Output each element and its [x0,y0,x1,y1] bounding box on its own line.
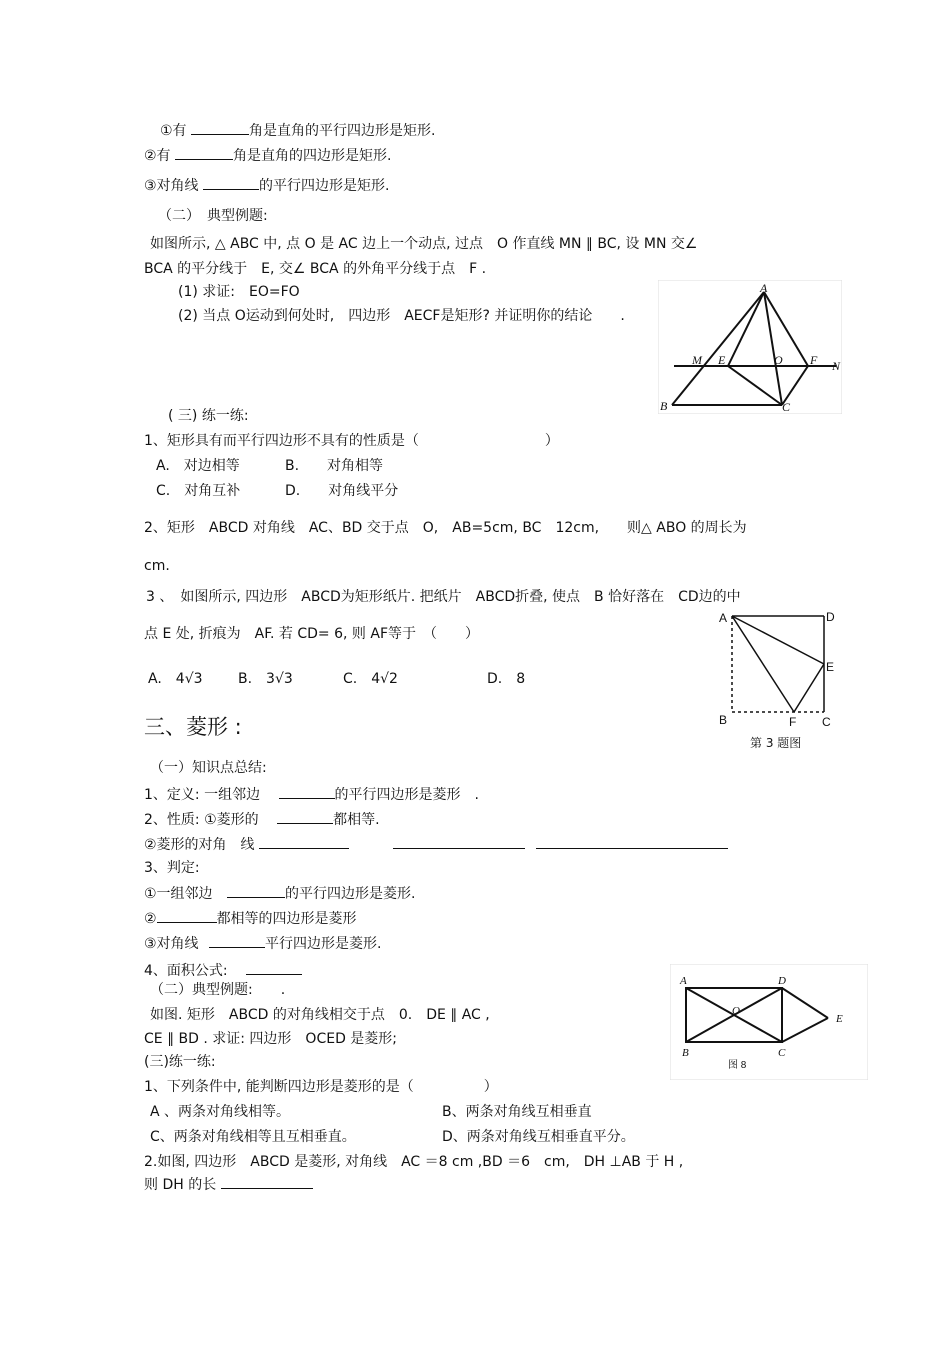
rect-practice-heading: ( 三) 练一练: [168,408,249,424]
label-E: E [718,353,726,367]
label-A: A [719,611,728,625]
rect-q1-option-b[interactable]: B. 对角相等 [285,458,384,474]
rect-practice-q3-line2: 点 E 处, 折痕为 AF. 若 CD= 6, 则 AF等于 （ ） [144,626,480,642]
rhombus-section-title: 三、菱形 : [144,715,242,739]
answer-blank[interactable] [157,908,217,923]
rhombus-q1-option-a[interactable]: A 、两条对角线相等。 [150,1104,291,1120]
answer-blank[interactable] [393,834,525,849]
answer-blank[interactable] [279,784,335,799]
triangle-figure-svg [658,280,842,414]
rhombus-property-1-tail: 都相等. [333,812,380,828]
rect-judge-2-text: ②有 [144,148,171,164]
rhombus-area-formula-text: 4、面积公式: [144,963,228,979]
rhombus-q1-option-d[interactable]: D、两条对角线互相垂直平分。 [442,1129,635,1145]
rect-q1-option-d[interactable]: D. 对角线平分 [285,483,399,499]
rect-practice-q1: 1、矩形具有而平行四边形不具有的性质是（ ） [144,433,559,449]
rhombus-judge-1-tail: 的平行四边形是菱形. [285,886,416,902]
label-M: M [692,353,702,367]
rhombus-q1-option-c[interactable]: C、两条对角线相等且互相垂直。 [150,1129,356,1145]
rhombus-judgement-heading: 3、判定: [144,860,200,876]
answer-blank[interactable] [277,809,333,824]
label-B: B [660,399,668,413]
rhombus-judge-3-tail: 平行四边形是菱形. [265,936,382,952]
rect-judge-3 [144,175,389,195]
rhombus-definition-tail: 的平行四边形是菱形 . [334,787,479,803]
rect-example-line-1: 如图所示, △ ABC 中, 点 O 是 AC 边上一个动点, 过点 O 作直线 MN ∥ BC, 设 MN 交∠ [150,236,698,252]
rect-judge-1-tail: 角是直角的平行四边形是矩形. [249,123,436,139]
rect-practice-q3: 3 、 如图所示, 四边形 ABCD为矩形纸片. 把纸片 ABCD折叠, 使点 B 恰好落在 CD边的中 [146,589,741,605]
rhombus-property-1-text: 2、性质: ①菱形的 [144,812,259,828]
rhombus-example-line-1: 如图. 矩形 ABCD 的对角线相交于点 0. DE ∥ AC , [150,1007,490,1023]
rhombus-practice-heading: (三)练一练: [144,1054,216,1070]
rhombus-figure-svg [670,964,868,1080]
rect-example-q1: (1) 求证: EO=FO [178,284,300,300]
answer-blank[interactable] [175,145,233,160]
rhombus-judge-3 [144,933,381,953]
rhombus-judge-3-text: ③对角线 [144,936,199,952]
label-D: D [826,610,835,624]
answer-blank[interactable] [246,960,302,975]
label-O: O [774,353,783,367]
rect-q3-option-d[interactable]: D. 8 [487,671,526,687]
fold-figure [716,608,844,728]
label-B: B [719,713,728,727]
rect-example-q2: (2) 当点 O运动到何处时, 四边形 AECF是矩形? 并证明你的结论 . [178,308,625,324]
label-C: C [822,715,831,728]
rhombus-judge-1-text: ①一组邻边 [144,886,213,902]
rhombus-judge-2-text: ② [144,911,157,927]
answer-blank[interactable] [209,933,265,948]
label-D: D [778,975,786,987]
label-O: O [732,1005,740,1017]
answer-blank[interactable] [227,883,285,898]
rect-judge-2 [144,145,391,165]
rhombus-figure [670,964,868,1080]
rect-q1-option-c[interactable]: C. 对角互补 [156,483,241,499]
rect-q3-option-c[interactable]: C. 4√2 [343,671,398,687]
label-C: C [778,1047,786,1059]
label-E: E [836,1013,843,1025]
rhombus-judge-2 [144,908,357,928]
rhombus-property-2 [144,834,728,854]
rhombus-judge-2-tail: 都相等的四边形是菱形 [216,911,357,927]
rect-judge-3-text: ③对角线 [144,178,199,194]
rhombus-practice-q2-line2 [144,1174,313,1194]
rect-judge-2-tail: 角是直角的四边形是矩形. [233,148,392,164]
label-F: F [810,353,818,367]
rhombus-practice-q1: 1、下列条件中, 能判断四边形是菱形的是（ ） [144,1079,498,1095]
rect-judge-1-text: ①有 [160,123,187,139]
label-N: N [832,359,841,373]
rect-judge-1 [160,120,435,140]
answer-blank[interactable] [259,834,349,849]
label-B: B [682,1047,689,1059]
rhombus-example-line-2: CE ∥ BD . 求证: 四边形 OCED 是菱形; [144,1031,398,1047]
rhombus-knowledge-heading: （一）知识点总结: [150,760,267,776]
rhombus-q1-option-b[interactable]: B、两条对角线互相垂直 [442,1104,592,1120]
rect-practice-q2-unit: cm. [144,558,170,574]
rhombus-area-formula [144,960,302,980]
fold-figure-caption: 第 3 题图 [750,736,802,750]
fold-figure-svg [716,608,844,728]
rhombus-definition [144,784,479,804]
label-F: F [789,715,797,728]
rhombus-definition-text: 1、定义: 一组邻边 [144,787,261,803]
rect-example-line-2: BCA 的平分线于 E, 交∠ BCA 的外角平分线于点 F . [144,261,487,277]
answer-blank[interactable] [191,120,249,135]
label-C: C [782,400,791,414]
rect-q3-option-b[interactable]: B. 3√3 [238,671,293,687]
label-E: E [826,660,835,674]
rhombus-practice-q2-line2-text: 则 DH 的长 [144,1177,217,1193]
rhombus-property-1 [144,809,380,829]
rect-example-heading: （二） 典型例题: [158,208,268,224]
rhombus-practice-q2: 2.如图, 四边形 ABCD 是菱形, 对角线 AC ＝8 cm ,BD ＝6 cm, DH ⊥AB 于 H , [144,1154,684,1170]
rhombus-example-heading: （二）典型例题: . [150,982,286,998]
answer-blank[interactable] [221,1174,313,1189]
triangle-figure [658,280,842,414]
rect-practice-q2: 2、矩形 ABCD 对角线 AC、BD 交于点 O, AB=5cm, BC 12cm, 则△ ABO 的周长为 [144,520,747,536]
label-A: A [760,281,768,295]
answer-blank[interactable] [536,834,728,849]
answer-blank[interactable] [203,175,259,190]
rect-judge-3-tail: 的平行四边形是矩形. [259,178,390,194]
rhombus-figure-caption: 图 8 [728,1060,747,1071]
rhombus-judge-1 [144,883,415,903]
rect-q1-option-a[interactable]: A. 对边相等 [156,458,240,474]
label-A: A [680,975,687,987]
rect-q3-option-a[interactable]: A. 4√3 [148,671,203,687]
rhombus-property-2-text: ②菱形的对角 线 [144,837,255,853]
